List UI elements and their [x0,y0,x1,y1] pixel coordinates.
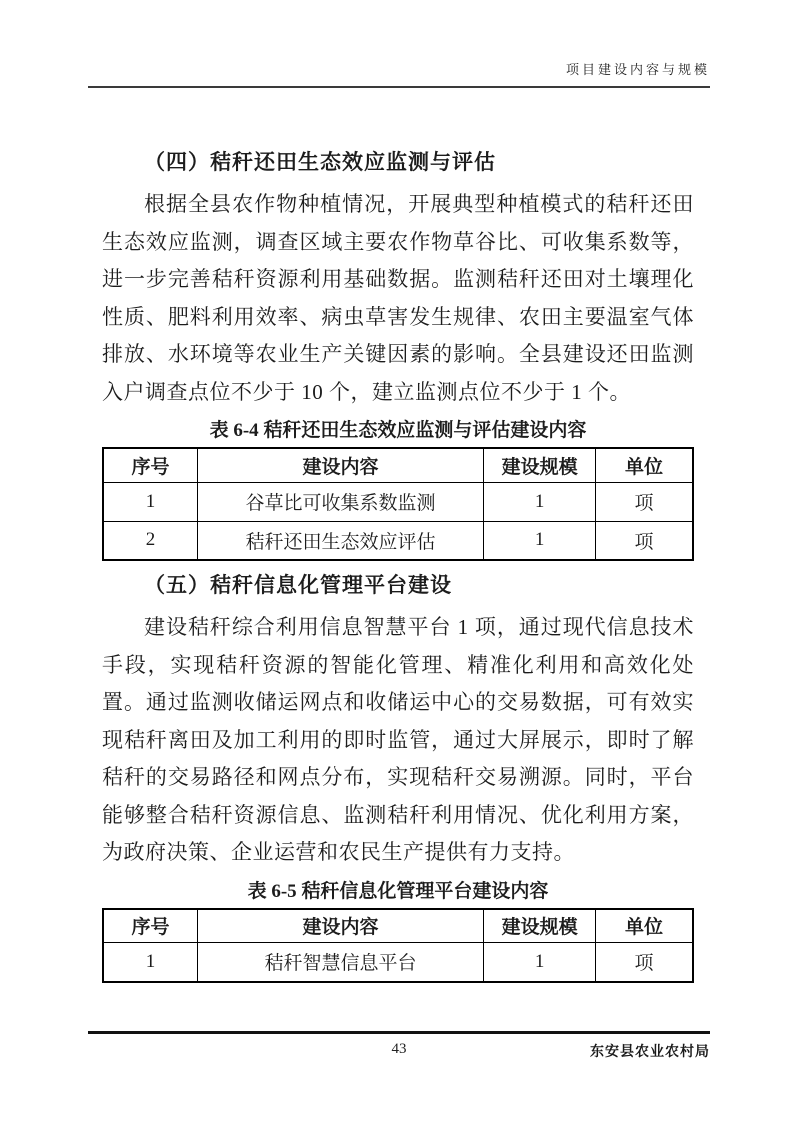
cell-scale: 1 [484,482,596,521]
footer-page-number: 43 [391,1041,407,1057]
section-paragraph-5: 建设秸秆综合利用信息智慧平台 1 项，通过现代信息技术手段，实现秸秆资源的智能化管理、精准化利用和高效化处置。通过监测收储运网点和收储运中心的交易数据，可有效实现秸秆离田及加工利用的即时监管，通过大屏展示，即时了解秸秆的交易路径和网点分布，实现秸秆交易溯源。同时，平台能够整合秸秆资源信息、监测秸秆利用情况、优化利用方案，为政府决策、企业运营和农民生产提供有力支持。 [102,615,694,864]
page-header [88,0,710,88]
col-header-index: 序号 [103,448,197,482]
cell-scale: 1 [484,943,596,982]
table-row [103,521,693,560]
cell-content: 谷草比可收集系数监测 [197,482,483,521]
cell-unit: 项 [596,943,693,982]
col-header-unit: 单位 [596,448,693,482]
footer-organization: 东安县农业农村局 [590,1045,710,1060]
cell-content: 秸秆还田生态效应评估 [197,521,483,560]
cell-index: 2 [103,521,197,560]
col-header-content: 建设内容 [197,909,483,943]
header-title: 项目建设内容与规模 [565,62,710,77]
table-6-5 [102,908,694,983]
col-header-unit: 单位 [596,909,693,943]
cell-unit: 项 [596,521,693,560]
cell-content: 秸秆智慧信息平台 [197,943,483,982]
cell-index: 1 [103,943,197,982]
col-header-scale: 建设规模 [484,448,596,482]
cell-index: 1 [103,482,197,521]
table-row [103,943,693,982]
page-content [102,88,694,983]
table-row [103,482,693,521]
table-header-row [103,448,693,482]
table-6-4 [102,447,694,561]
table-6-5-title: 表 6-5 秸秆信息化管理平台建设内容 [247,880,549,902]
table-6-4-title: 表 6-4 秸秆还田生态效应监测与评估建设内容 [209,420,587,441]
section-heading-4: （四）秸秆还田生态效应监测与评估 [144,150,496,174]
table-header-row [103,909,693,943]
col-header-content: 建设内容 [197,448,483,482]
col-header-index: 序号 [103,909,197,943]
section-heading-5: （五）秸秆信息化管理平台建设 [144,573,452,597]
section-paragraph-4: 根据全县农作物种植情况，开展典型种植模式的秸秆还田生态效应监测，调查区域主要农作物草谷比、可收集系数等，进一步完善秸秆资源利用基础数据。监测秸秆还田对土壤理化性质、肥料利用效率、病虫草害发生规律、农田主要温室气体排放、水环境等农业生产关键因素的影响。全县建设还田监测入户调查点位不少于 10 个，建立监测点位不少于 1 个。 [102,192,694,404]
cell-unit: 项 [596,482,693,521]
col-header-scale: 建设规模 [484,909,596,943]
page-footer [88,1031,710,1065]
cell-scale: 1 [484,521,596,560]
